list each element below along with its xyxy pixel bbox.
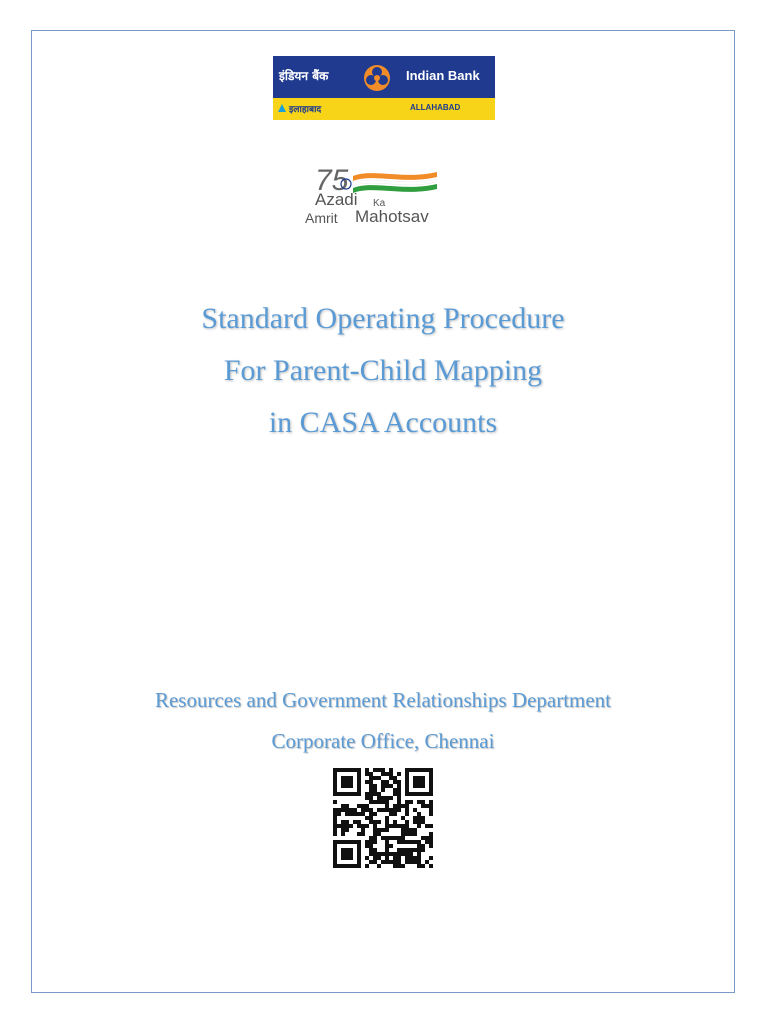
title-line-3: in CASA Accounts xyxy=(268,406,498,439)
department-block xyxy=(31,680,735,762)
indian-bank-emblem-icon xyxy=(359,63,395,93)
logo-hindi-sub: इलाहाबाद xyxy=(289,105,322,115)
akam-number: 75 xyxy=(315,164,349,197)
logo-english-name: Indian Bank xyxy=(406,68,480,83)
akam-amrit: Amrit xyxy=(305,210,338,226)
akam-ka: Ka xyxy=(373,198,386,209)
qr-code-icon xyxy=(330,768,436,868)
document-title xyxy=(31,293,735,449)
allahabad-triangle-icon xyxy=(277,103,287,113)
azadi-ka-amrit-mahotsav-logo xyxy=(305,160,465,230)
logo-english-sub: ALLAHABAD xyxy=(410,103,461,112)
title-line-1: Standard Operating Procedure xyxy=(201,302,565,335)
title-line-2: For Parent-Child Mapping xyxy=(223,354,543,387)
office-location: Corporate Office, Chennai xyxy=(271,729,495,753)
akam-mahotsav: Mahotsav xyxy=(355,207,429,226)
akam-azadi: Azadi xyxy=(315,190,358,209)
department-name: Resources and Government Relationships Department xyxy=(154,688,612,712)
indian-bank-logo xyxy=(273,56,495,120)
logo-hindi-name: इंडियन बैंक xyxy=(279,69,329,83)
